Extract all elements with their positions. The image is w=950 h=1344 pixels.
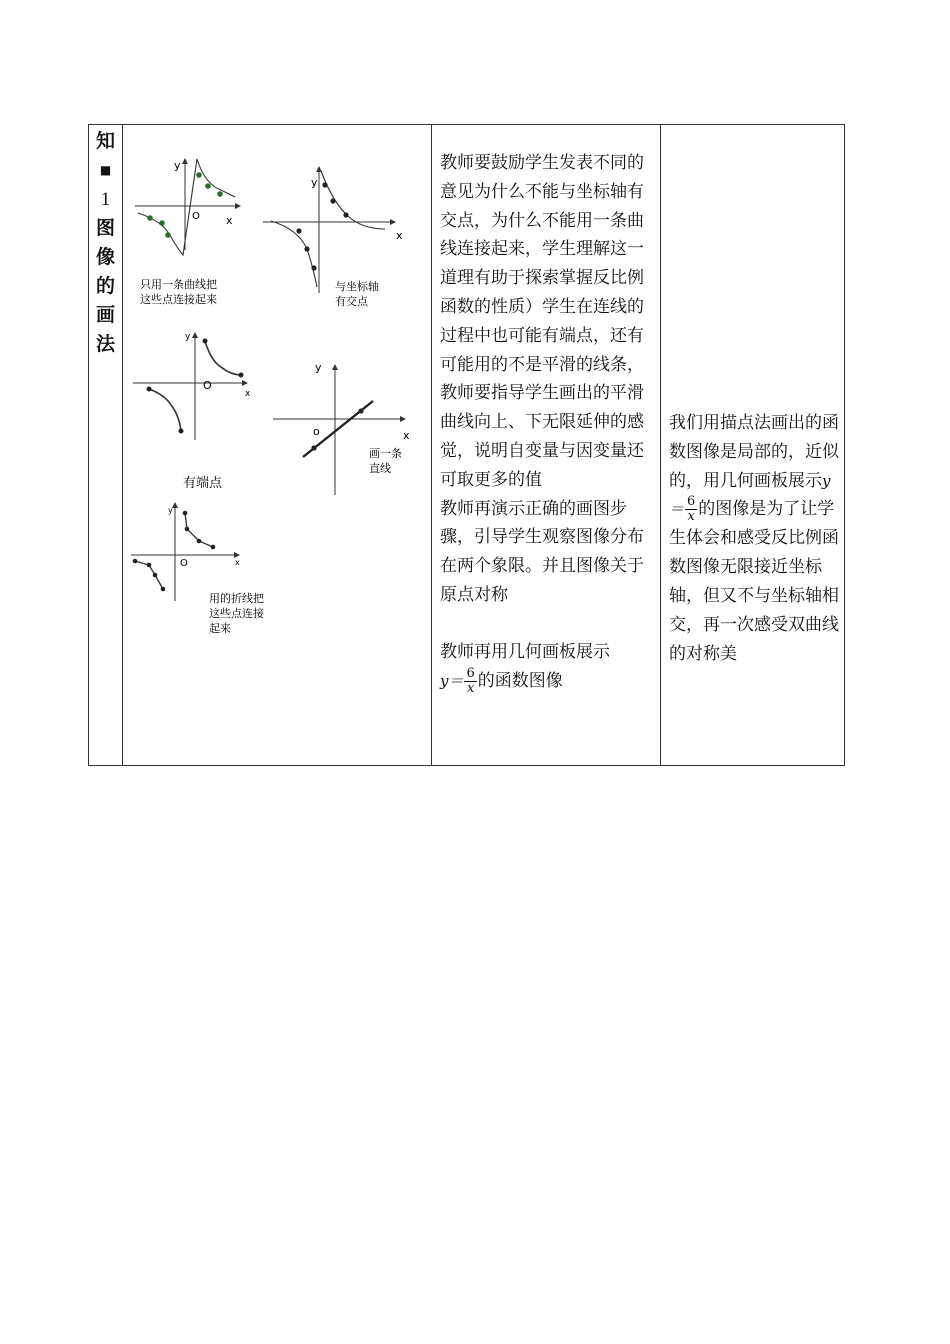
column-divider bbox=[431, 125, 432, 765]
axis-label-x: x bbox=[245, 389, 251, 399]
heading-char: ■ bbox=[99, 163, 112, 177]
fraction-denominator: x bbox=[687, 509, 695, 525]
figure-five-polyline bbox=[131, 503, 264, 635]
figure-caption: 这些点连接起来 bbox=[140, 293, 217, 306]
figure-caption: 用的折线把 bbox=[209, 592, 264, 605]
axis-label-y: y bbox=[315, 361, 322, 374]
lesson-table bbox=[88, 124, 845, 766]
section-heading bbox=[89, 125, 122, 359]
figure-caption: 直线 bbox=[369, 462, 391, 475]
figure-caption: 起来 bbox=[209, 622, 231, 635]
column-divider bbox=[660, 125, 661, 765]
graph-figures bbox=[123, 125, 431, 765]
figure-caption: 画一条 bbox=[369, 447, 402, 460]
figure-caption: 与坐标轴 bbox=[335, 280, 379, 293]
axis-label-y: y bbox=[168, 506, 173, 515]
axis-label-x: x bbox=[226, 214, 233, 227]
heading-char: 图 bbox=[95, 217, 115, 239]
math-fraction bbox=[685, 495, 697, 524]
heading-char: 1 bbox=[100, 189, 111, 210]
axis-label-x: x bbox=[235, 558, 240, 567]
origin-label: o bbox=[313, 425, 320, 438]
paragraph: 教师要鼓励学生发表不同的意见为什么不能与坐标轴有交点，为什么不能用一条曲线连接起来，学生理解这一道理有助于探索掌握反比例函数的性质）学生在连线的过程中也可能有端点，还有可能用的不是平滑的线条，教师要指导学生画出的平滑曲线向上、下无限延伸的感觉，说明自变量与因变量还可取更多的值 bbox=[440, 153, 644, 490]
paragraph-text: 的函数图像 bbox=[477, 670, 563, 691]
axis-label-x: x bbox=[396, 229, 403, 242]
axis-label-y: y bbox=[311, 176, 318, 189]
paragraph: 教师再演示正确的画图步骤，引导学生观察图像分布在两个象限。并且图像关于原点对称 bbox=[440, 498, 644, 605]
paragraph-text: 教师再用几何画板展示 bbox=[440, 641, 610, 662]
heading-char: 的 bbox=[95, 275, 115, 297]
axis-label-y: y bbox=[174, 159, 181, 172]
figure-one-curve bbox=[135, 159, 240, 306]
math-fraction bbox=[464, 667, 476, 696]
origin-label: O bbox=[192, 211, 200, 222]
figure-two-curve bbox=[263, 167, 403, 308]
figure-caption: 有交点 bbox=[335, 295, 368, 308]
paragraph bbox=[440, 638, 656, 696]
math-lhs: y＝ bbox=[440, 671, 464, 690]
heading-char: 知 bbox=[95, 130, 115, 152]
heading-char: 画 bbox=[95, 304, 115, 326]
figure-four-line bbox=[273, 361, 410, 495]
figure-three-endpoints bbox=[133, 332, 251, 491]
fraction-numerator: 6 bbox=[687, 494, 696, 510]
design-intent-text bbox=[669, 409, 841, 668]
heading-char: 法 bbox=[95, 333, 115, 355]
fraction-denominator: x bbox=[466, 680, 475, 696]
fraction-numerator: 6 bbox=[466, 665, 475, 681]
origin-label: O bbox=[180, 558, 188, 569]
axis-label-y: y bbox=[185, 332, 191, 342]
teacher-activity-text bbox=[440, 149, 656, 696]
paragraph-text: 我们用描点法画出的函数图像是局部的，近似的，用几何画板展示 bbox=[669, 413, 839, 491]
origin-label: O bbox=[203, 379, 212, 392]
math-lhs: y＝ bbox=[669, 471, 831, 519]
figure-caption: 只用一条曲线把 bbox=[140, 278, 217, 291]
paragraph-text: 的图像是为了让学生体会和感受反比例函数图像无限接近坐标轴，但又不与坐标轴相交，再一次感受双曲线的对称美 bbox=[669, 499, 839, 664]
heading-char: 像 bbox=[95, 246, 115, 268]
figure-caption: 有端点 bbox=[183, 476, 223, 491]
figure-caption: 这些点连接 bbox=[209, 607, 264, 620]
axis-label-x: x bbox=[403, 429, 410, 442]
